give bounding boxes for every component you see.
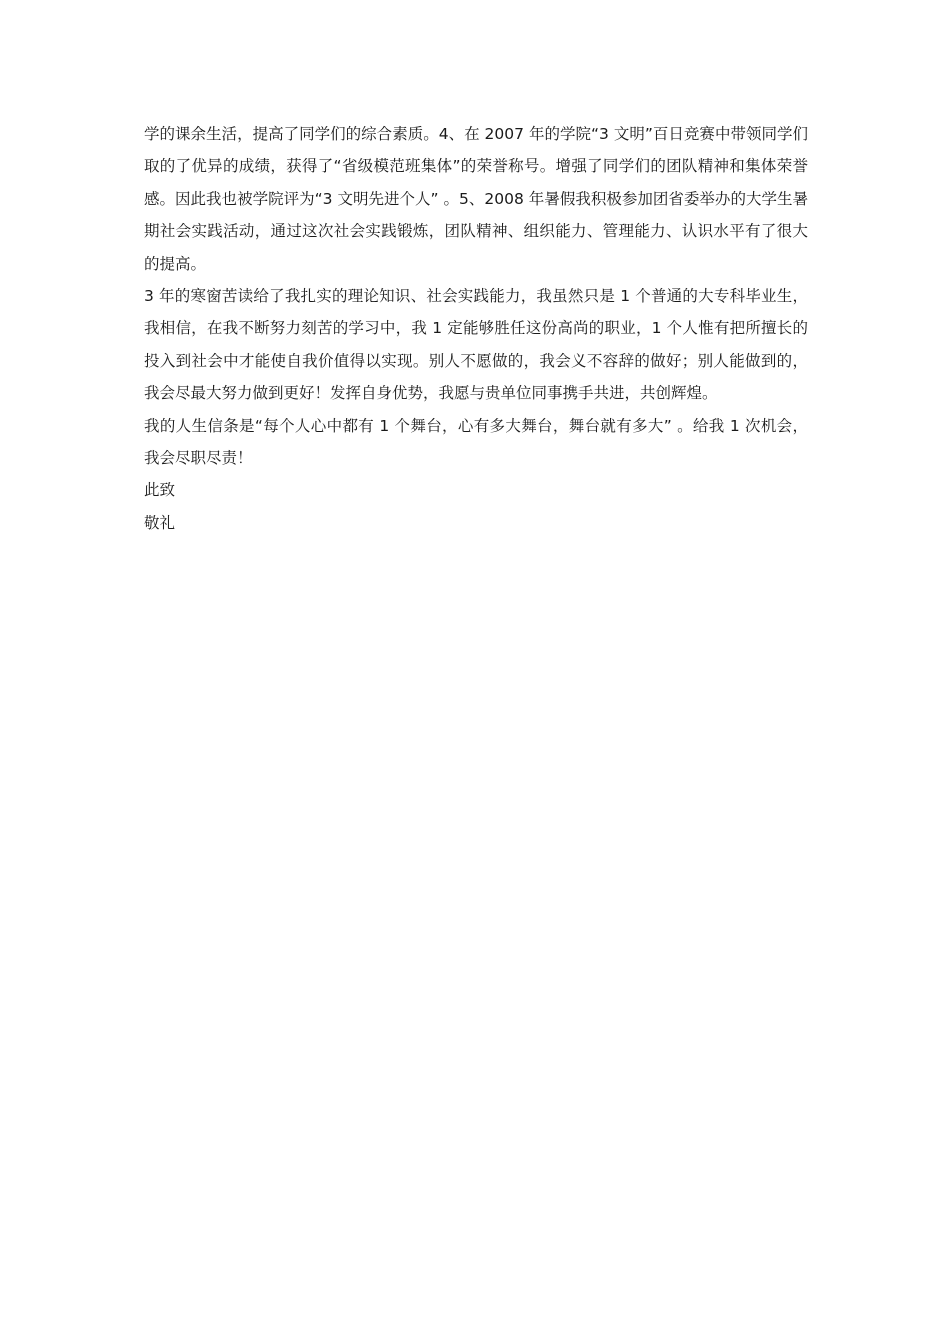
body-paragraph-2: 3 年的寒窗苦读给了我扎实的理论知识、社会实践能力，我虽然只是 1 个普通的大专科毕业生，我相信，在我不断努力刻苦的学习中，我 1 定能够胜任这份高尚的职业，1 个人惟有把所擅长的投入到社会中才能使自我价值得以实现。别人不愿做的，我会义不容辞的做好；别人能做到的，我会尽最大努力做到更好！发挥自身优势，我愿与贵单位同事携手共进，共创辉煌。 <box>144 287 808 403</box>
closing-salutation: 此致 <box>144 481 176 500</box>
body-paragraph-1: 学的课余生活，提高了同学们的综合素质。4、在 2007 年的学院“3 文明”百日竞赛中带领同学们取的了优异的成绩，获得了“省级模范班集体”的荣誉称号。增强了同学们的团队精神和集体荣誉感。因此我也被学院评为“3 文明先进个人” 。5、2008 年暑假我积极参加团省委举办的大学生暑期社会实践活动，通过这次社会实践锻炼，团队精神、组织能力、管理能力、认识水平有了很大的提高。 <box>144 125 808 273</box>
body-paragraph-3: 我的人生信条是“每个人心中都有 1 个舞台，心有多大舞台，舞台就有多大” 。给我 1 次机会，我会尽职尽责！ <box>144 416 808 468</box>
closing-regards: 敬礼 <box>144 513 176 532</box>
document-body <box>144 118 808 539</box>
